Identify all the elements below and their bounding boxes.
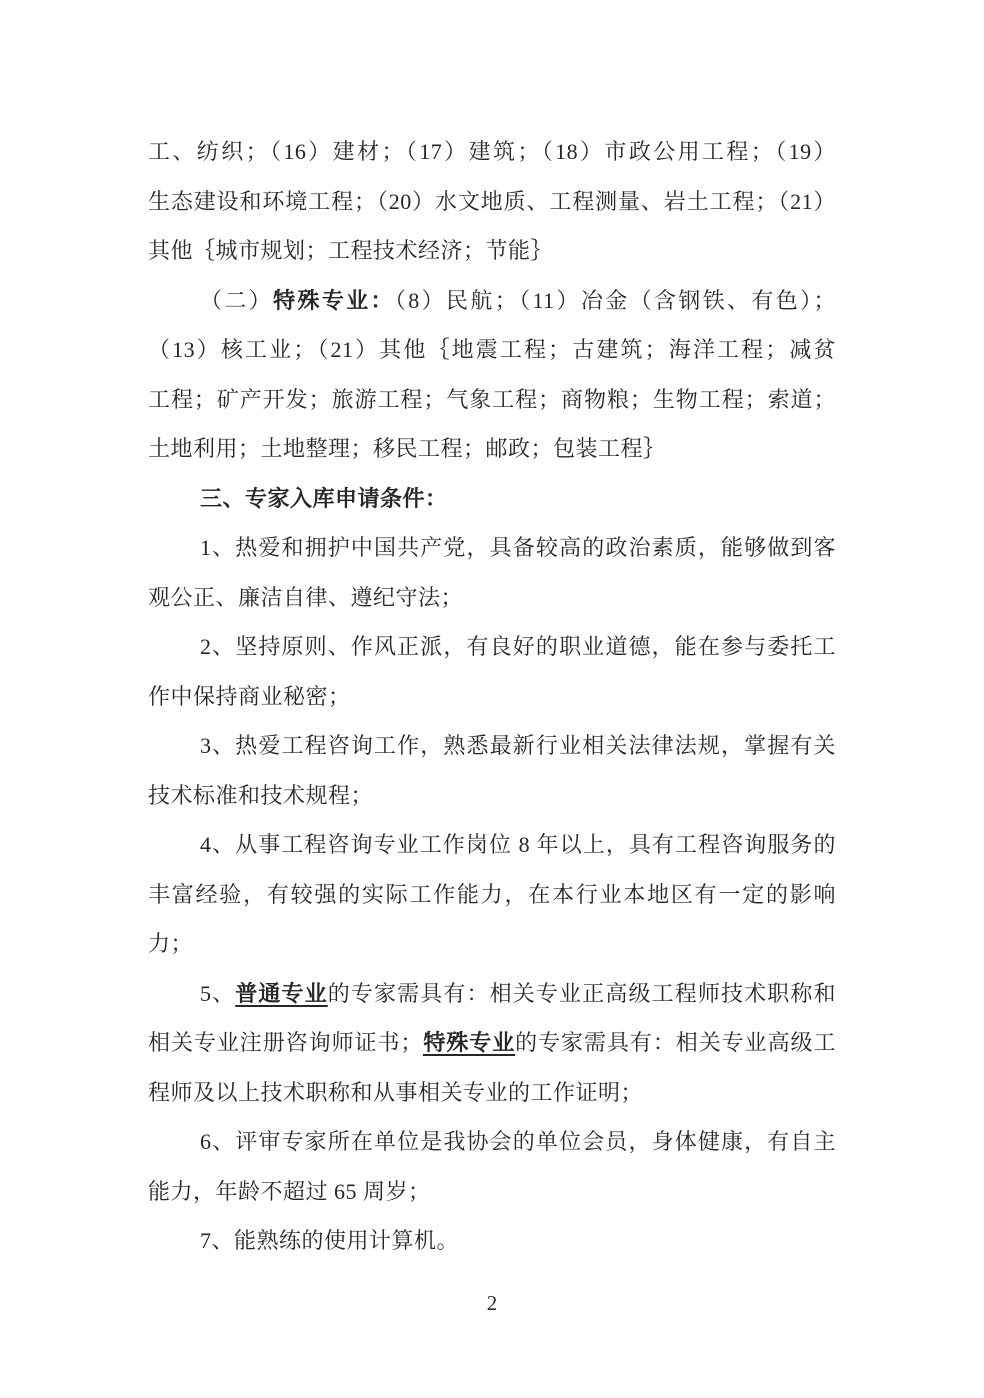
- text-line: [148, 1068, 836, 1118]
- text-line: [148, 1216, 836, 1266]
- text-line: [148, 870, 836, 920]
- text-run: 作中保持商业秘密；: [148, 683, 351, 709]
- text-line: [148, 573, 836, 623]
- document-body: [148, 127, 836, 1266]
- text-run: 的专家需具有：相关专业高级工: [515, 1030, 836, 1055]
- text-run: 相关专业注册咨询师证书；: [148, 1030, 423, 1055]
- text-run: 能力，年龄不超过 65 周岁；: [148, 1178, 431, 1204]
- text-run: 其他｛城市规划；工程技术经济；节能｝: [148, 238, 554, 263]
- text-line: [148, 276, 836, 326]
- text-run: 技术标准和技术规程；: [148, 782, 374, 808]
- text-run: 2、坚持原则、作风正派，有良好的职业道德，能在参与委托工: [200, 634, 836, 659]
- text-line: [148, 672, 836, 722]
- text-line: [148, 771, 836, 821]
- text-line: [148, 177, 836, 227]
- text-line: [148, 523, 836, 573]
- emphasis-underline-run: 特殊专业: [422, 1030, 516, 1055]
- text-run: 4、从事工程咨询专业工作岗位 8 年以上，具有工程咨询服务的: [200, 832, 836, 857]
- emphasis-run: 三、专家入库申请条件：: [200, 485, 448, 511]
- text-line: [148, 820, 836, 870]
- text-run: 土地利用；土地整理；移民工程；邮政；包装工程｝: [148, 436, 666, 461]
- text-run: 工程；矿产开发；旅游工程；气象工程；商物粮；生物工程；索道；: [148, 386, 836, 412]
- text-run: 程师及以上技术职称和从事相关专业的工作证明；: [148, 1079, 644, 1105]
- text-run: 生态建设和环境工程；（20）水文地质、工程测量、岩土工程；（21）: [148, 188, 836, 214]
- text-line: [148, 127, 836, 177]
- text-line: [148, 1167, 836, 1217]
- text-run: （8）民航；（11）冶金（含钢铁、有色）；: [394, 287, 836, 313]
- text-run: （13）核工业；（21）其他｛地震工程；古建筑；海洋工程；减贫: [148, 337, 836, 362]
- page-number: 2: [486, 1291, 498, 1315]
- text-line: [148, 424, 836, 474]
- text-run: 工、纺织；（16）建材；（17）建筑；（18）市政公用工程；（19）: [148, 139, 836, 164]
- text-line: [148, 919, 836, 969]
- text-line: [148, 1018, 836, 1068]
- text-line: [148, 375, 836, 425]
- text-line: [148, 474, 836, 524]
- text-run: 的专家需具有：相关专业正高级工程师技术职称和: [327, 980, 836, 1006]
- text-line: [148, 226, 836, 276]
- text-run: （二）: [200, 287, 274, 313]
- text-line: [148, 721, 836, 771]
- text-run: 5、: [200, 980, 236, 1006]
- text-run: 3、热爱工程咨询工作，熟悉最新行业相关法律法规，掌握有关: [200, 733, 836, 758]
- text-run: 丰富经验，有较强的实际工作能力，在本行业本地区有一定的影响: [148, 881, 836, 907]
- emphasis-run: 特殊专业：: [273, 287, 395, 313]
- text-line: [148, 1117, 836, 1167]
- emphasis-underline-run: 普通专业: [235, 980, 328, 1006]
- text-line: [148, 622, 836, 672]
- text-run: 观公正、廉洁自律、遵纪守法；: [148, 584, 464, 610]
- text-run: 6、评审专家所在单位是我协会的单位会员，身体健康，有自主: [200, 1129, 836, 1154]
- text-run: 力；: [148, 931, 194, 956]
- text-run: 1、热爱和拥护中国共产党，具备较高的政治素质，能够做到客: [200, 535, 836, 560]
- text-run: 7、能熟练的使用计算机。: [200, 1228, 460, 1253]
- text-line: [148, 325, 836, 375]
- text-line: [148, 969, 836, 1019]
